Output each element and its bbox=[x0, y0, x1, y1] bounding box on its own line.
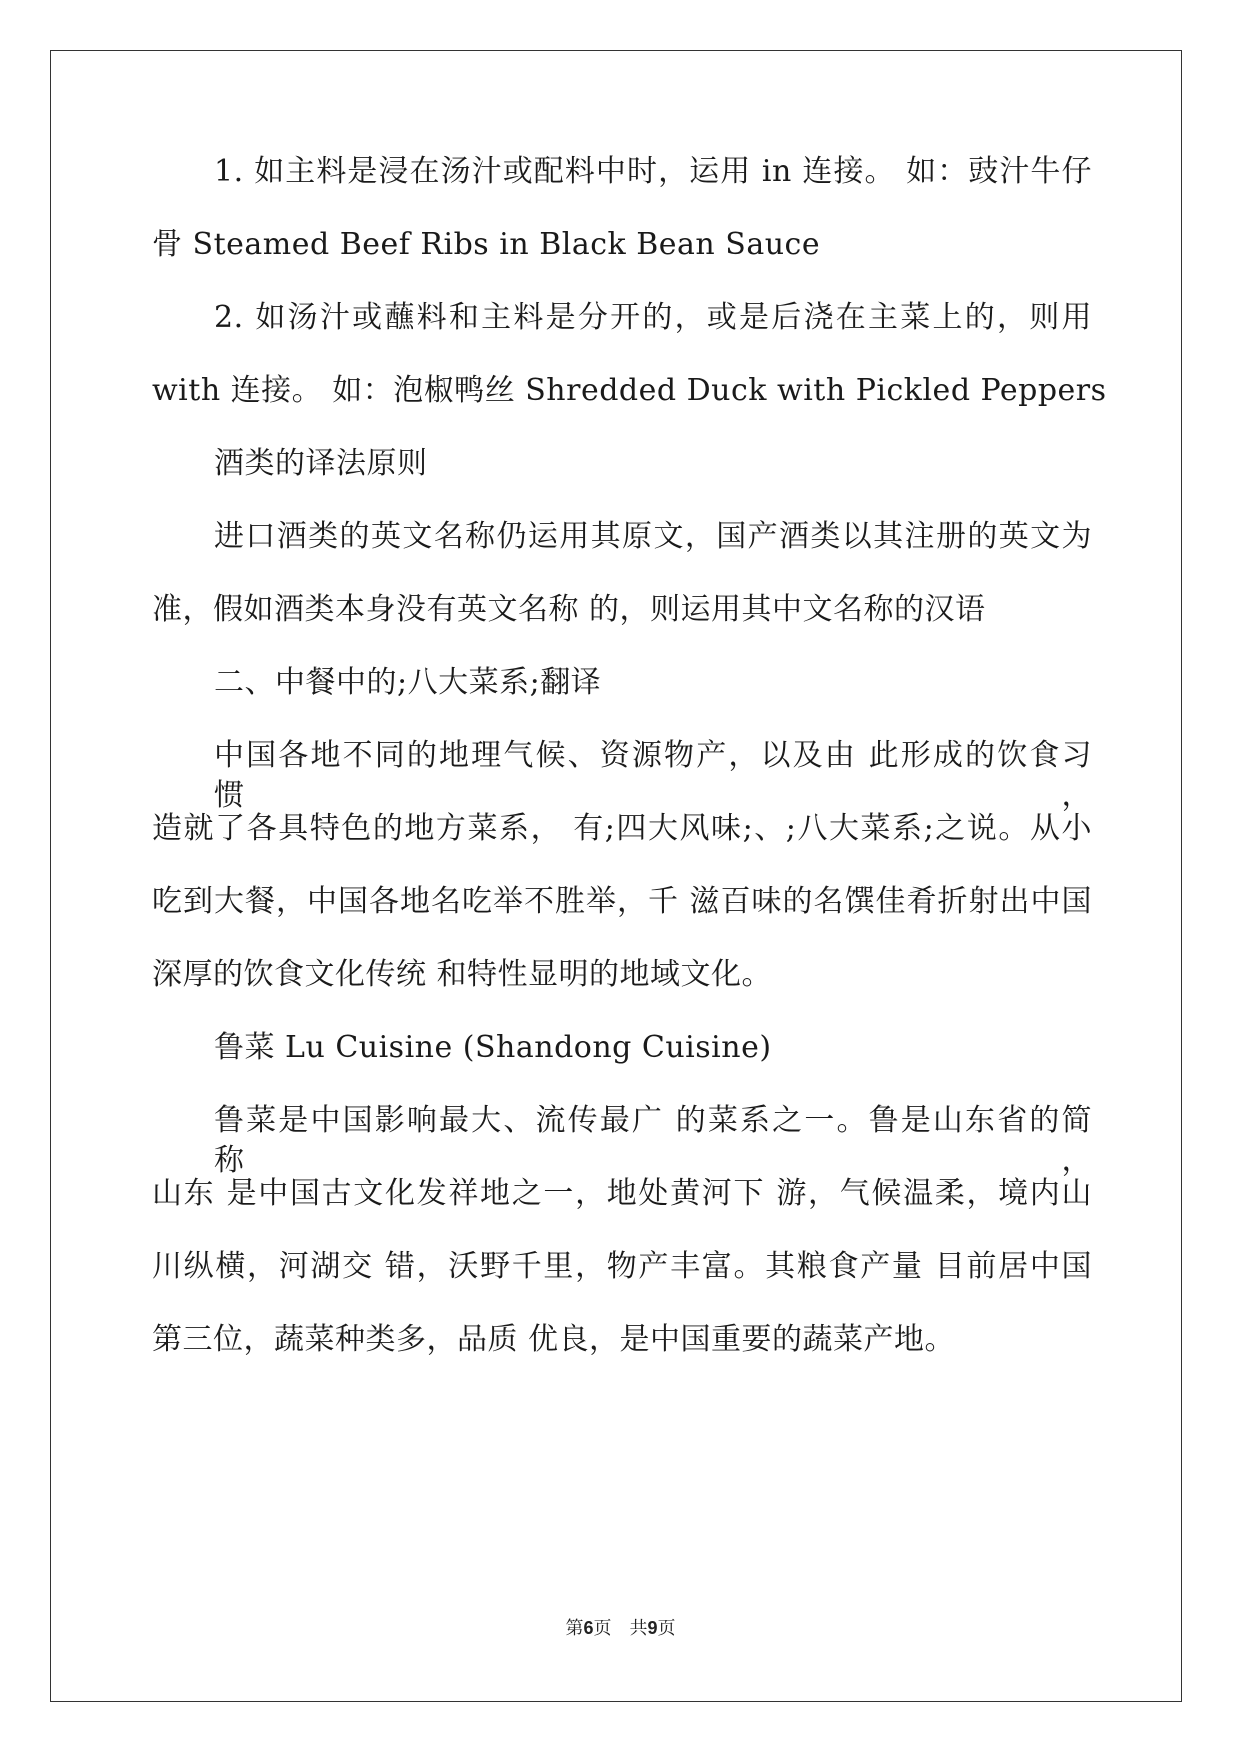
section-heading: 二、中餐中的;八大菜系;翻译 bbox=[214, 665, 602, 700]
page-label-mid: 页 共 bbox=[593, 1618, 648, 1639]
text-line: 2. 如汤汁或蘸料和主料是分开的，或是后浇在主菜上的，则用 bbox=[214, 300, 1092, 335]
page-total: 9 bbox=[647, 1618, 658, 1638]
text-line: 1. 如主料是浸在汤汁或配料中时，运用 in 连接。 如：豉汁牛仔 bbox=[214, 154, 1092, 189]
page-label-prefix: 第 bbox=[565, 1618, 584, 1639]
page-footer bbox=[0, 1616, 1241, 1641]
text-line: 中国各地不同的地理气候、资源物产，以及由 此形成的饮食习惯， bbox=[214, 738, 1092, 813]
text-line: 第三位，蔬菜种类多，品质 优良，是中国重要的蔬菜产地。 bbox=[152, 1322, 956, 1357]
text-line: 准，假如酒类本身没有英文名称 的，则运用其中文名称的汉语 bbox=[152, 592, 986, 627]
section-heading: 酒类的译法原则 bbox=[214, 446, 428, 481]
text-line: 山东 是中国古文化发祥地之一，地处黄河下 游，气候温柔，境内山 bbox=[152, 1176, 1092, 1211]
text-line: with 连接。 如：泡椒鸭丝 Shredded Duck with Pickled Peppers bbox=[152, 373, 1107, 408]
text-line: 吃到大餐，中国各地名吃举不胜举，千 滋百味的名馔佳肴折射出中国 bbox=[152, 884, 1092, 919]
text-line: 进口酒类的英文名称仍运用其原文，国产酒类以其注册的英文为 bbox=[214, 519, 1092, 554]
text-line: 深厚的饮食文化传统 和特性显明的地域文化。 bbox=[152, 957, 773, 992]
text-line: 川纵横，河湖交 错，沃野千里，物产丰富。其粮食产量 目前居中国 bbox=[152, 1249, 1092, 1284]
text-line: 骨 Steamed Beef Ribs in Black Bean Sauce bbox=[152, 227, 821, 262]
page-label-suffix: 页 bbox=[657, 1618, 676, 1639]
text-line: 造就了各具特色的地方菜系， 有;四大风味;、;八大菜系;之说。从小 bbox=[152, 811, 1092, 846]
text-line: 鲁菜是中国影响最大、流传最广 的菜系之一。鲁是山东省的简称， bbox=[214, 1103, 1092, 1178]
section-heading: 鲁菜 Lu Cuisine (Shandong Cuisine) bbox=[214, 1030, 772, 1065]
page-current: 6 bbox=[583, 1618, 594, 1638]
